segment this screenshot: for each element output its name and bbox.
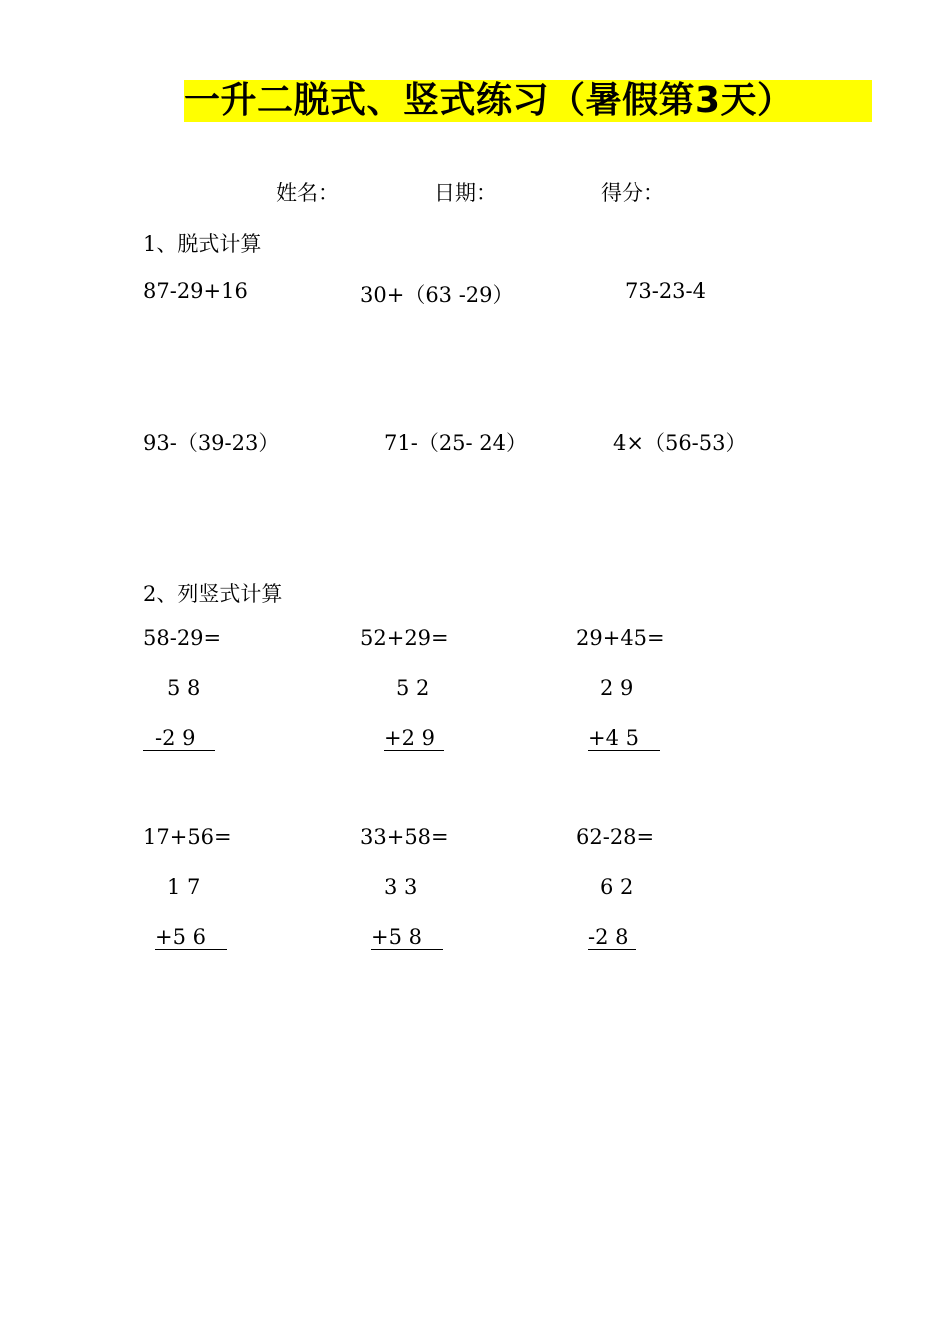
vertical-problem-2-expr: 52+29= bbox=[360, 626, 449, 650]
date-label: 日期： bbox=[434, 181, 497, 205]
score-label: 得分： bbox=[601, 181, 664, 205]
vertical-problem-3-bottom: +4 5 bbox=[588, 726, 660, 751]
expression-problem-1: 87-29+16 bbox=[143, 279, 248, 303]
vertical-problem-6-expr: 62-28= bbox=[576, 825, 655, 849]
vertical-problem-2-bottom: +2 9 bbox=[384, 726, 444, 751]
vertical-problem-1-bottom: -2 9 bbox=[143, 726, 215, 751]
expression-problem-5: 71-（25- 24） bbox=[384, 431, 528, 455]
vertical-problem-2-top: 5 2 bbox=[396, 676, 430, 700]
vertical-problem-6-top: 6 2 bbox=[600, 875, 634, 899]
expression-problem-2: 30+（63 -29） bbox=[360, 283, 514, 307]
section2-heading: 2、列竖式计算 bbox=[143, 582, 283, 606]
section1-heading: 1、脱式计算 bbox=[143, 232, 262, 256]
vertical-problem-5-bottom: +5 8 bbox=[371, 925, 443, 950]
expression-problem-6: 4×（56-53） bbox=[613, 431, 747, 455]
vertical-problem-4-expr: 17+56= bbox=[143, 825, 232, 849]
vertical-problem-4-top: 1 7 bbox=[167, 875, 201, 899]
name-label: 姓名： bbox=[276, 181, 339, 205]
expression-problem-4: 93-（39-23） bbox=[143, 431, 280, 455]
vertical-problem-1-top: 5 8 bbox=[167, 676, 201, 700]
vertical-problem-4-bottom: +5 6 bbox=[155, 925, 227, 950]
vertical-problem-5-expr: 33+58= bbox=[360, 825, 449, 849]
vertical-problem-6-bottom: -2 8 bbox=[588, 925, 636, 950]
vertical-problem-1-expr: 58-29= bbox=[143, 626, 222, 650]
vertical-problem-3-expr: 29+45= bbox=[576, 626, 665, 650]
page-title: 一升二脱式、竖式练习（暑假第3天） bbox=[184, 80, 872, 122]
vertical-problem-3-top: 2 9 bbox=[600, 676, 634, 700]
expression-problem-3: 73-23-4 bbox=[625, 279, 706, 303]
vertical-problem-5-top: 3 3 bbox=[384, 875, 418, 899]
